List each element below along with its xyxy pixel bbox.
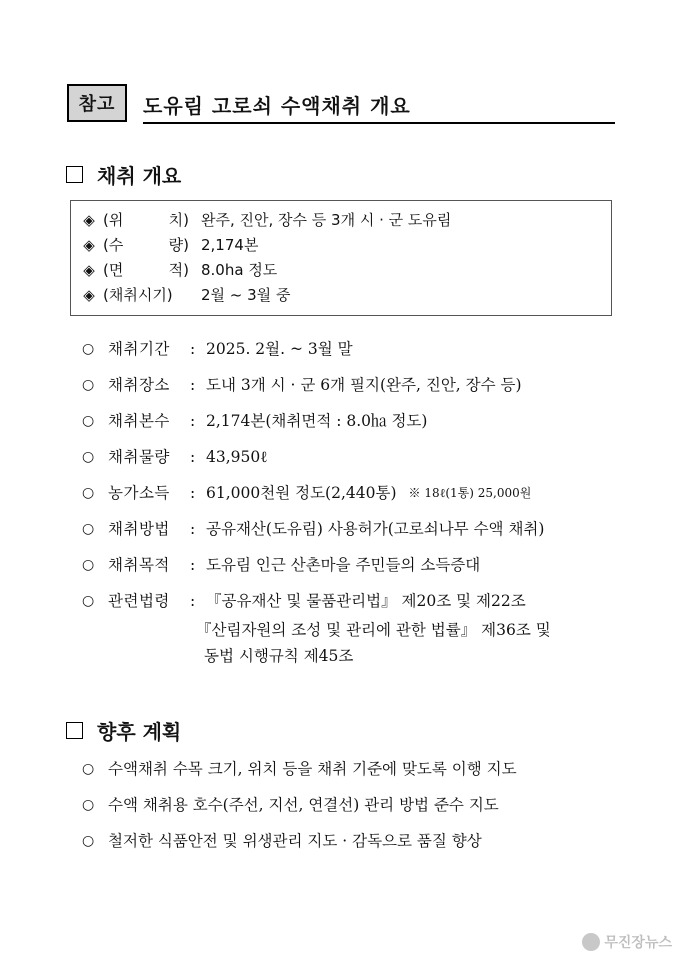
summary-row xyxy=(71,257,611,282)
item-separator: : xyxy=(190,448,196,466)
list-item xyxy=(82,590,622,612)
section-heading-overview xyxy=(66,160,181,189)
list-item xyxy=(82,758,622,780)
law-continuation xyxy=(82,619,622,641)
law-continuation xyxy=(82,645,622,667)
item-value: 61,000천원 정도(2,440통) xyxy=(206,484,397,502)
item-key: 관련법령 xyxy=(108,592,170,610)
item-separator: : xyxy=(190,376,196,394)
item-key: 채취기간 xyxy=(108,340,170,358)
circle-bullet-icon: ○ xyxy=(82,593,95,609)
item-key: 채취물량 xyxy=(108,448,170,466)
item-value: 도유림 인근 산촌마을 주민들의 소득증대 xyxy=(206,556,481,574)
diamond-bullet-icon: ◈ xyxy=(83,235,95,254)
detail-list xyxy=(82,338,622,667)
document-header xyxy=(67,84,615,124)
title-underline xyxy=(143,122,615,124)
circle-bullet-icon: ○ xyxy=(82,797,95,813)
item-value: 2,174본(채취면적 : 8.0㏊ 정도) xyxy=(206,412,428,430)
list-item xyxy=(82,374,622,396)
item-separator: : xyxy=(190,592,196,610)
item-value: 『공유재산 및 물품관리법』 제20조 및 제22조 xyxy=(206,592,526,610)
summary-key xyxy=(103,234,195,255)
circle-bullet-icon: ○ xyxy=(82,413,95,429)
summary-row xyxy=(71,207,611,232)
list-item xyxy=(82,794,622,816)
item-separator: : xyxy=(190,484,196,502)
watermark-logo-icon xyxy=(582,933,600,951)
list-item xyxy=(82,830,622,852)
document-title: 도유림 고로쇠 수액채취 개요 xyxy=(143,94,411,118)
item-key: 채취본수 xyxy=(108,412,170,430)
summary-value: 완주, 진안, 장수 등 3개 시 · 군 도유림 xyxy=(201,211,452,229)
summary-key-part: (위 xyxy=(103,211,124,229)
plan-text: 수액 채취용 호수(주선, 지선, 연결선) 관리 방법 준수 지도 xyxy=(108,796,499,814)
checkbox-square-icon xyxy=(66,166,83,183)
summary-key-part: (면 xyxy=(103,261,124,279)
section-heading-plan xyxy=(66,716,181,745)
list-item xyxy=(82,554,622,576)
watermark xyxy=(582,932,672,952)
circle-bullet-icon: ○ xyxy=(82,833,95,849)
section-title: 채취 개요 xyxy=(97,164,182,188)
item-value: 43,950ℓ xyxy=(206,448,268,466)
circle-bullet-icon: ○ xyxy=(82,449,95,465)
item-value: 도내 3개 시 · 군 6개 필지(완주, 진안, 장수 등) xyxy=(206,376,522,394)
summary-key xyxy=(103,209,195,230)
price-note: ※ 18ℓ(1통) 25,000원 xyxy=(408,486,532,500)
item-separator: : xyxy=(190,412,196,430)
checkbox-square-icon xyxy=(66,722,83,739)
summary-key-part: 치) xyxy=(168,211,189,229)
circle-bullet-icon: ○ xyxy=(82,521,95,537)
summary-key xyxy=(103,284,195,305)
circle-bullet-icon: ○ xyxy=(82,557,95,573)
summary-value: 8.0ha 정도 xyxy=(201,261,278,279)
section-title: 향후 계획 xyxy=(97,720,182,744)
law-text: 동법 시행규칙 제45조 xyxy=(204,647,354,665)
list-item xyxy=(82,410,622,432)
list-item xyxy=(82,482,622,504)
circle-bullet-icon: ○ xyxy=(82,341,95,357)
plan-text: 철저한 식품안전 및 위생관리 지도 · 감독으로 품질 향상 xyxy=(108,832,482,850)
list-item xyxy=(82,338,622,360)
list-item xyxy=(82,518,622,540)
summary-row xyxy=(71,282,611,307)
circle-bullet-icon: ○ xyxy=(82,761,95,777)
reference-label: 참고 xyxy=(67,84,127,122)
item-key: 채취방법 xyxy=(108,520,170,538)
summary-value: 2월 ~ 3월 중 xyxy=(201,286,291,304)
item-separator: : xyxy=(190,520,196,538)
list-item xyxy=(82,446,622,468)
summary-key-part: 적) xyxy=(168,261,189,279)
circle-bullet-icon: ○ xyxy=(82,485,95,501)
item-key: 채취목적 xyxy=(108,556,170,574)
summary-key-part: (수 xyxy=(103,236,124,254)
law-text: 『산림자원의 조성 및 관리에 관한 법률』 제36조 및 xyxy=(196,621,551,639)
item-key: 농가소득 xyxy=(108,484,170,502)
summary-value: 2,174본 xyxy=(201,236,259,254)
watermark-text: 무진장뉴스 xyxy=(604,935,672,951)
diamond-bullet-icon: ◈ xyxy=(83,260,95,279)
diamond-bullet-icon: ◈ xyxy=(83,285,95,304)
summary-box xyxy=(70,200,612,316)
summary-key-part: 량) xyxy=(168,236,189,254)
plan-text: 수액채취 수목 크기, 위치 등을 채취 기준에 맞도록 이행 지도 xyxy=(108,760,517,778)
summary-key xyxy=(103,259,195,280)
item-separator: : xyxy=(190,340,196,358)
item-key: 채취장소 xyxy=(108,376,170,394)
item-value: 2025. 2월. ~ 3월 말 xyxy=(206,340,353,358)
summary-row xyxy=(71,232,611,257)
plan-list xyxy=(82,758,622,852)
item-separator: : xyxy=(190,556,196,574)
summary-key-part: (채취시기) xyxy=(103,286,173,304)
diamond-bullet-icon: ◈ xyxy=(83,210,95,229)
circle-bullet-icon: ○ xyxy=(82,377,95,393)
item-value: 공유재산(도유림) 사용허가(고로쇠나무 수액 채취) xyxy=(206,520,545,538)
